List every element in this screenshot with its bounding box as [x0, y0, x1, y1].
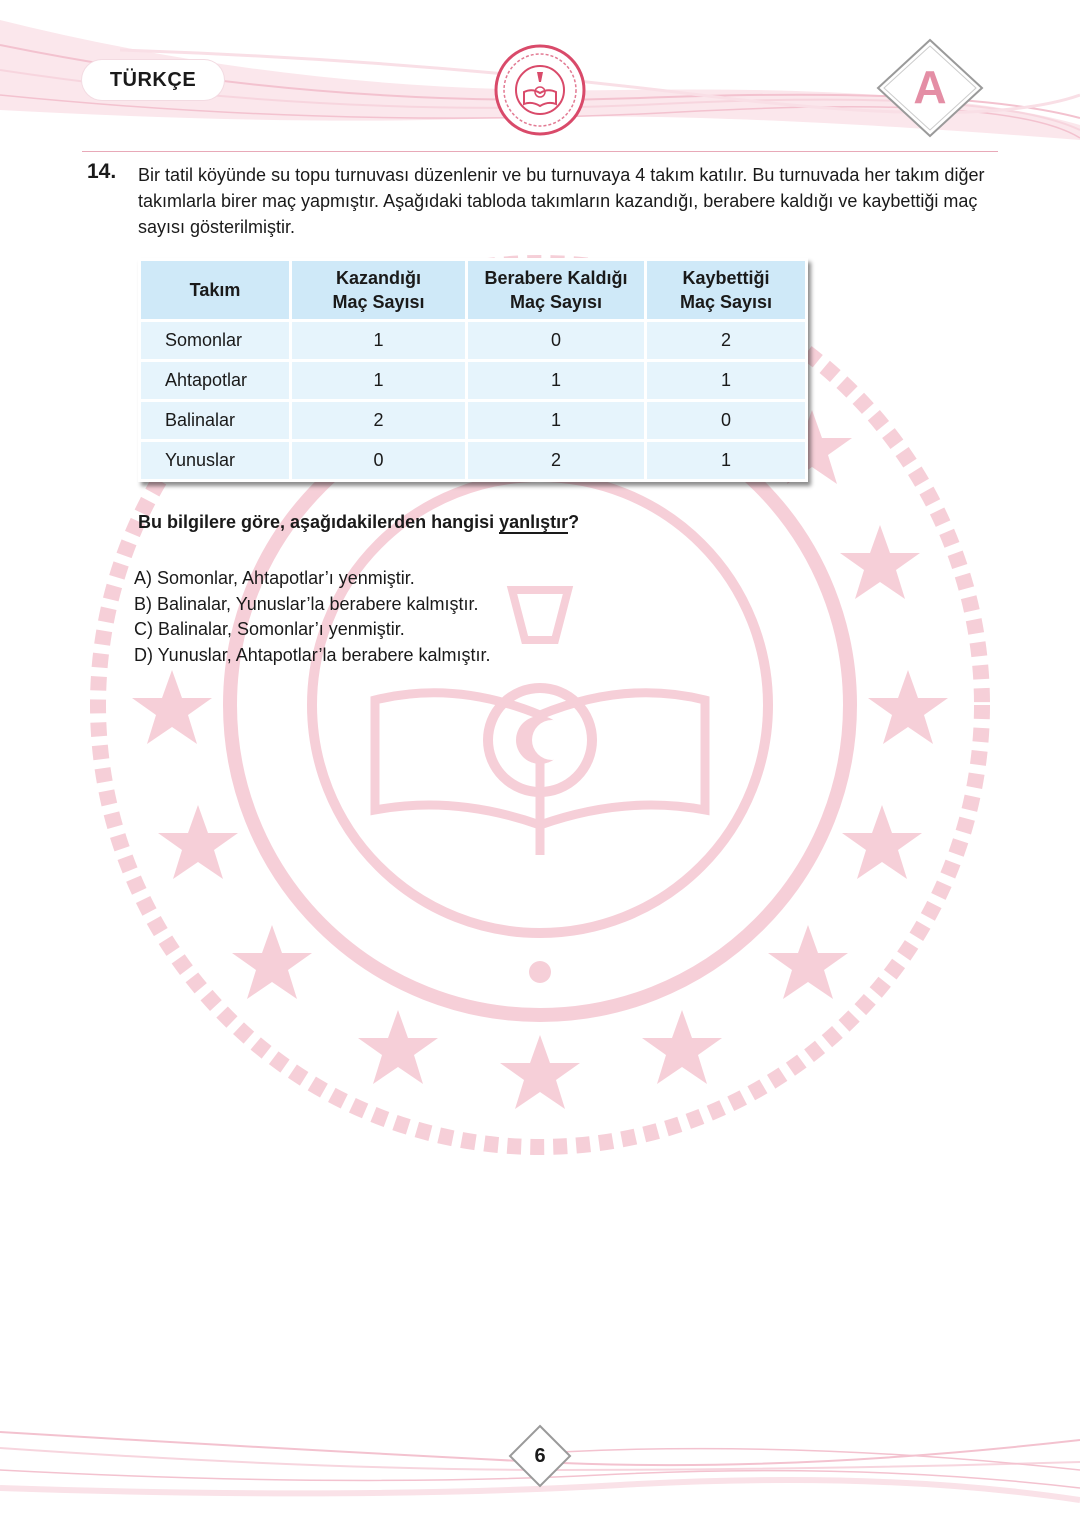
draws-cell: 1: [468, 402, 644, 439]
question-text: Bir tatil köyünde su topu turnuvası düzenlenir ve bu turnuvaya 4 takım katılır. Bu turnuvada her takım diğer takımlarla birer maç yapmıştır. Aşağıdaki tabloda takımların kazandığı, berabere kaldığı ve kaybettiği maç sayısı gösterilmiştir.: [138, 165, 985, 237]
subject-label: TÜRKÇE: [82, 60, 224, 100]
prompt-text: Bu bilgilere göre, aşağıdakilerden hangisi: [138, 512, 500, 532]
question-prompt: [138, 512, 579, 533]
team-cell: Somonlar: [141, 322, 289, 359]
option-a[interactable]: A) Somonlar, Ahtapotlar’ı yenmiştir.: [134, 568, 415, 588]
answer-options: [134, 566, 491, 668]
option-d[interactable]: D) Yunuslar, Ahtapotlar’la berabere kalmıştır.: [134, 644, 491, 665]
option-c[interactable]: C) Balinalar, Somonlar’ı yenmiştir.: [134, 619, 405, 639]
prompt-underlined-word: yanlıştır: [499, 512, 569, 532]
table-header-row: [141, 261, 805, 319]
wins-cell: 1: [292, 362, 465, 399]
team-cell: Ahtapotlar: [141, 362, 289, 399]
team-cell: Yunuslar: [141, 442, 289, 479]
wins-cell: 0: [292, 442, 465, 479]
prompt-end: ?: [568, 512, 580, 532]
table-row: [141, 362, 805, 399]
table-row: [141, 442, 805, 479]
draws-cell: 1: [468, 362, 644, 399]
losses-cell: 1: [647, 362, 805, 399]
losses-cell: 1: [647, 442, 805, 479]
losses-cell: 2: [647, 322, 805, 359]
header-divider: [82, 151, 998, 152]
table-row: [141, 322, 805, 359]
table-row: [141, 402, 805, 439]
header-losses: Kaybettiği Maç Sayısı: [647, 261, 805, 319]
results-table: [138, 258, 808, 482]
losses-cell: 0: [647, 402, 805, 439]
header-team: Takım: [141, 261, 289, 319]
page-number: 6: [534, 1445, 546, 1467]
draws-cell: 2: [468, 442, 644, 479]
question-number: 14.: [87, 160, 117, 183]
draws-cell: 0: [468, 322, 644, 359]
header-wins: Kazandığı Maç Sayısı: [292, 261, 465, 319]
header-draws: Berabere Kaldığı Maç Sayısı: [468, 261, 644, 319]
booklet-letter: A: [913, 61, 947, 113]
wins-cell: 1: [292, 322, 465, 359]
team-cell: Balinalar: [141, 402, 289, 439]
wins-cell: 2: [292, 402, 465, 439]
option-b[interactable]: B) Balinalar, Yunuslar’la berabere kalmıştır.: [134, 593, 479, 614]
